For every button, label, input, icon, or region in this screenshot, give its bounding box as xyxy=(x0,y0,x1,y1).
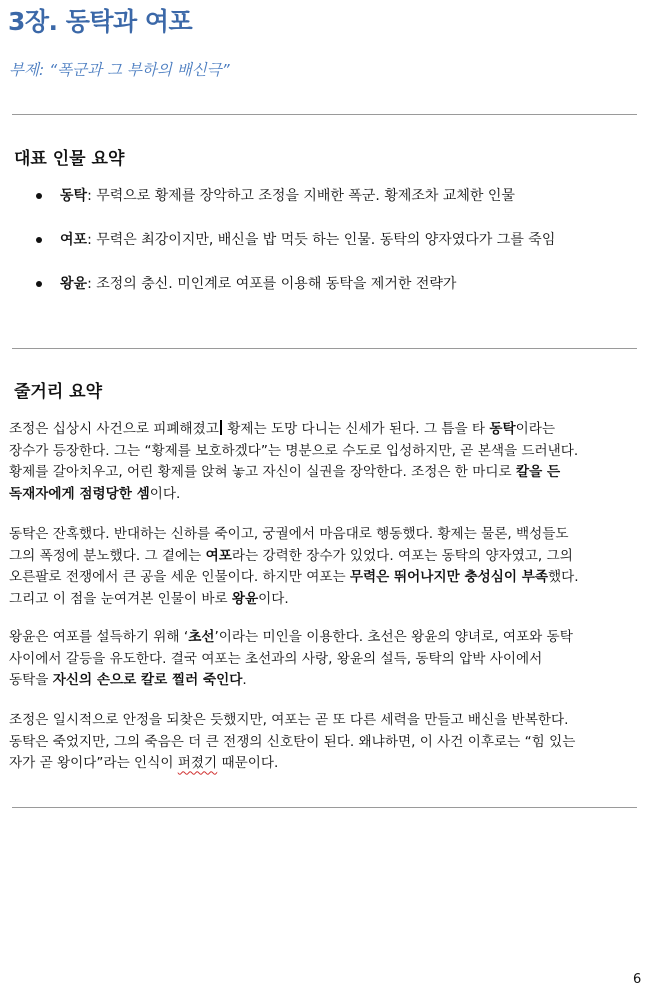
character-name: 왕윤 xyxy=(60,276,88,292)
character-name: 동탁 xyxy=(60,188,88,204)
plot-paragraph-2[interactable] xyxy=(9,524,639,611)
bullet-icon xyxy=(36,281,42,287)
text-line: 독재자에게 점령당한 셈이다. xyxy=(9,486,181,503)
character-name: 여포 xyxy=(60,232,88,248)
character-list xyxy=(36,184,555,316)
character-description: : 무력으로 황제를 장악하고 조정을 지배한 폭군. 황제조차 교체한 인물 xyxy=(87,188,515,204)
list-item xyxy=(36,272,555,296)
text-line: 조정은 일시적으로 안정을 되찾은 듯했지만, 여포는 곧 또 다른 세력을 만들고 배신을 반복한다. xyxy=(9,712,569,728)
text-line: 자가 곧 왕이다”라는 인식이 퍼졌기 때문이다. xyxy=(9,755,279,772)
character-description: : 무력은 최강이지만, 배신을 밥 먹듯 하는 인물. 동탁의 양자였다가 그를 죽임 xyxy=(87,232,556,248)
divider-bottom xyxy=(12,807,637,808)
characters-heading: 대표 인물 요약 xyxy=(14,149,125,169)
list-item xyxy=(36,228,555,252)
text-line: 사이에서 갈등을 유도한다. 결국 여포는 초선과의 사랑, 왕윤의 설득, 동탁의 압박 사이에서 xyxy=(9,650,543,667)
text-line: 황제를 갈아치우고, 어린 황제를 앉혀 놓고 자신이 실권을 장악한다. 조정은 한 마디로 칼을 든 xyxy=(9,464,561,481)
plot-paragraph-3[interactable] xyxy=(9,627,639,692)
bullet-icon xyxy=(36,193,42,199)
plot-paragraph-4[interactable] xyxy=(9,710,639,775)
text-line: 오른팔로 전쟁에서 큰 공을 세운 인물이다. 하지만 여포는 무력은 뛰어나지만 충성심이 부족했다. xyxy=(9,569,579,586)
list-item xyxy=(36,184,555,208)
text-cursor xyxy=(220,420,222,435)
divider-middle xyxy=(12,348,637,349)
plot-heading: 줄거리 요약 xyxy=(14,382,103,402)
text-line: 왕윤은 여포를 설득하기 위해 ‘초선’이라는 미인을 이용한다. 초선은 왕윤의 양녀로, 여포와 동탁 xyxy=(9,629,573,645)
text-line: 그리고 이 점을 눈여겨본 인물이 바로 왕윤이다. xyxy=(9,591,289,608)
spellcheck-underline[interactable]: 퍼졌기 xyxy=(177,755,218,772)
page-number: 6 xyxy=(633,972,642,987)
plot-paragraph-1[interactable] xyxy=(9,419,639,506)
character-description: : 조정의 충신. 미인계로 여포를 이용해 동탁을 제거한 전략가 xyxy=(87,276,457,292)
bullet-icon xyxy=(36,237,42,243)
text-line: 동탁은 잔혹했다. 반대하는 신하를 죽이고, 궁궐에서 마음대로 행동했다. 황제는 물론, 백성들도 xyxy=(9,526,569,542)
text-line: 동탁을 자신의 손으로 칼로 찔러 죽인다. xyxy=(9,672,247,689)
chapter-title: 3장. 동탁과 여포 xyxy=(8,7,193,36)
text-line: 조정은 십상시 사건으로 피폐해졌고 황제는 도망 다니는 신세가 된다. 그 틈을 타 동탁이라는 xyxy=(9,421,556,437)
divider-top xyxy=(12,114,637,115)
chapter-subtitle: 부제: “폭군과 그 부하의 배신극” xyxy=(9,61,230,79)
text-line: 그의 폭정에 분노했다. 그 곁에는 여포라는 강력한 장수가 있었다. 여포는 동탁의 양자였고, 그의 xyxy=(9,547,573,564)
text-line: 동탁은 죽었지만, 그의 죽음은 더 큰 전쟁의 신호탄이 된다. 왜냐하면, 이 사건 이후로는 “힘 있는 xyxy=(9,733,576,750)
text-line: 장수가 등장한다. 그는 “황제를 보호하겠다”는 명분으로 수도로 입성하지만, 곧 본색을 드러낸다. xyxy=(9,442,579,459)
